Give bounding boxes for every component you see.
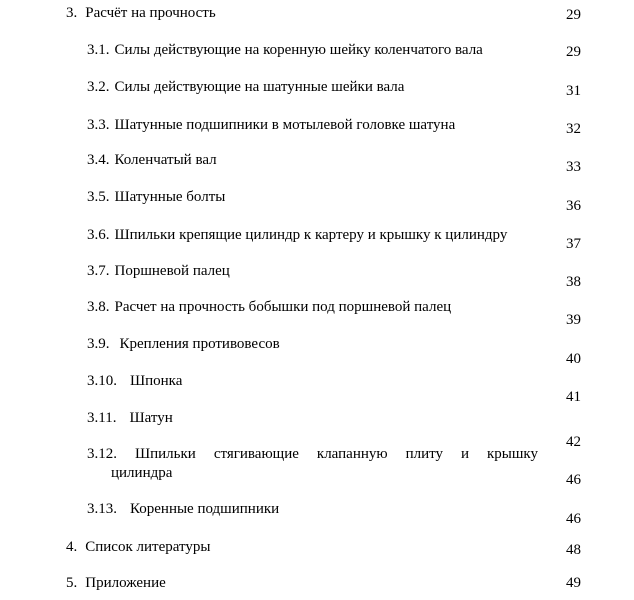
toc-entry-number: 3.12. (87, 446, 117, 462)
toc-page-number: 29 (566, 7, 581, 23)
toc-page-number: 36 (566, 198, 581, 214)
toc-entry-number: 3.9. (87, 336, 110, 352)
toc-page-number: 32 (566, 121, 581, 137)
toc-page-number: 39 (566, 312, 581, 328)
toc-entry-number: 3.10. (87, 373, 117, 389)
toc-entry-3-3[interactable] (87, 116, 455, 135)
toc-entry-3-8[interactable] (87, 298, 451, 317)
toc-entry-title: Приложение (85, 575, 166, 591)
toc-entry-title: Шпонка (130, 373, 183, 389)
toc-entry-number: 3.2. (87, 79, 110, 95)
toc-page-number: 40 (566, 351, 581, 367)
toc-entry-title: Силы действующие на коренную шейку коленчатого вала (114, 42, 483, 58)
toc-page-number: 33 (566, 159, 581, 175)
toc-entry-number: 3.1. (87, 42, 110, 58)
toc-entry-3-7[interactable] (87, 262, 230, 281)
toc-entry-number: 3.8. (87, 299, 110, 315)
toc-page-number: 46 (566, 511, 581, 527)
toc-entry-3-5[interactable] (87, 188, 225, 207)
toc-entry-title: Силы действующие на шатунные шейки вала (114, 79, 405, 95)
toc-entry-3-6[interactable] (87, 226, 507, 245)
toc-entry-title: Шатунные подшипники в мотылевой головке шатуна (114, 117, 456, 133)
toc-entry-title: Шпильки крепящие цилиндр к картеру и крышку к цилиндру (114, 227, 508, 243)
toc-page-number: 29 (566, 44, 581, 60)
toc-entry-title: Крепления противовесов (119, 336, 280, 352)
toc-entry-number: 3.3. (87, 117, 110, 133)
toc-entry-title: Расчет на прочность бобышки под поршневой палец (114, 299, 452, 315)
toc-entry-title: Шатунные болты (114, 189, 226, 205)
toc-entry-number: 3.11. (87, 410, 117, 426)
toc-entry-number: 3.5. (87, 189, 110, 205)
toc-entry-title: Шатун (129, 410, 173, 426)
toc-entry-title: Расчёт на прочность (85, 5, 216, 21)
toc-entry-number: 3.4. (87, 152, 110, 168)
toc-page-number: 31 (566, 83, 581, 99)
toc-entry-3-11[interactable] (87, 409, 173, 428)
toc-entry-title-continuation: цилиндра (111, 465, 173, 481)
toc-entry-title: Коленчатый вал (114, 152, 217, 168)
toc-entry-title: Шпильки стягивающие клапанную плиту и крышку (135, 446, 538, 462)
toc-entry-3-10[interactable] (87, 372, 182, 391)
toc-entry-5[interactable] (66, 574, 166, 593)
toc-entry-3-2[interactable] (87, 78, 404, 97)
toc-entry-number: 5. (66, 575, 78, 591)
toc-entry-number: 3.7. (87, 263, 110, 279)
toc-entry-line (87, 445, 538, 464)
toc-entry-3-13[interactable] (87, 500, 279, 519)
toc-page-number: 46 (566, 472, 581, 488)
toc-entry-title: Список литературы (85, 539, 211, 555)
toc-page-number: 42 (566, 434, 581, 450)
toc-page-number: 48 (566, 542, 581, 558)
toc-entry-title: Поршневой палец (114, 263, 230, 279)
toc-entry-3[interactable] (66, 4, 216, 23)
toc-page-number: 37 (566, 236, 581, 252)
toc-entry-3-9[interactable] (87, 335, 280, 354)
toc-entry-3-4[interactable] (87, 151, 217, 170)
toc-entry-number: 4. (66, 539, 78, 555)
toc-page-number: 38 (566, 274, 581, 290)
toc-entry-3-12[interactable] (87, 445, 538, 483)
toc-entry-number: 3. (66, 5, 78, 21)
toc-entry-number: 3.13. (87, 501, 117, 517)
toc-entry-4[interactable] (66, 538, 210, 557)
toc-entry-number: 3.6. (87, 227, 110, 243)
toc-page-number: 49 (566, 575, 581, 591)
toc-page-number: 41 (566, 389, 581, 405)
toc-entry-3-1[interactable] (87, 41, 483, 60)
toc-entry-title: Коренные подшипники (130, 501, 280, 517)
